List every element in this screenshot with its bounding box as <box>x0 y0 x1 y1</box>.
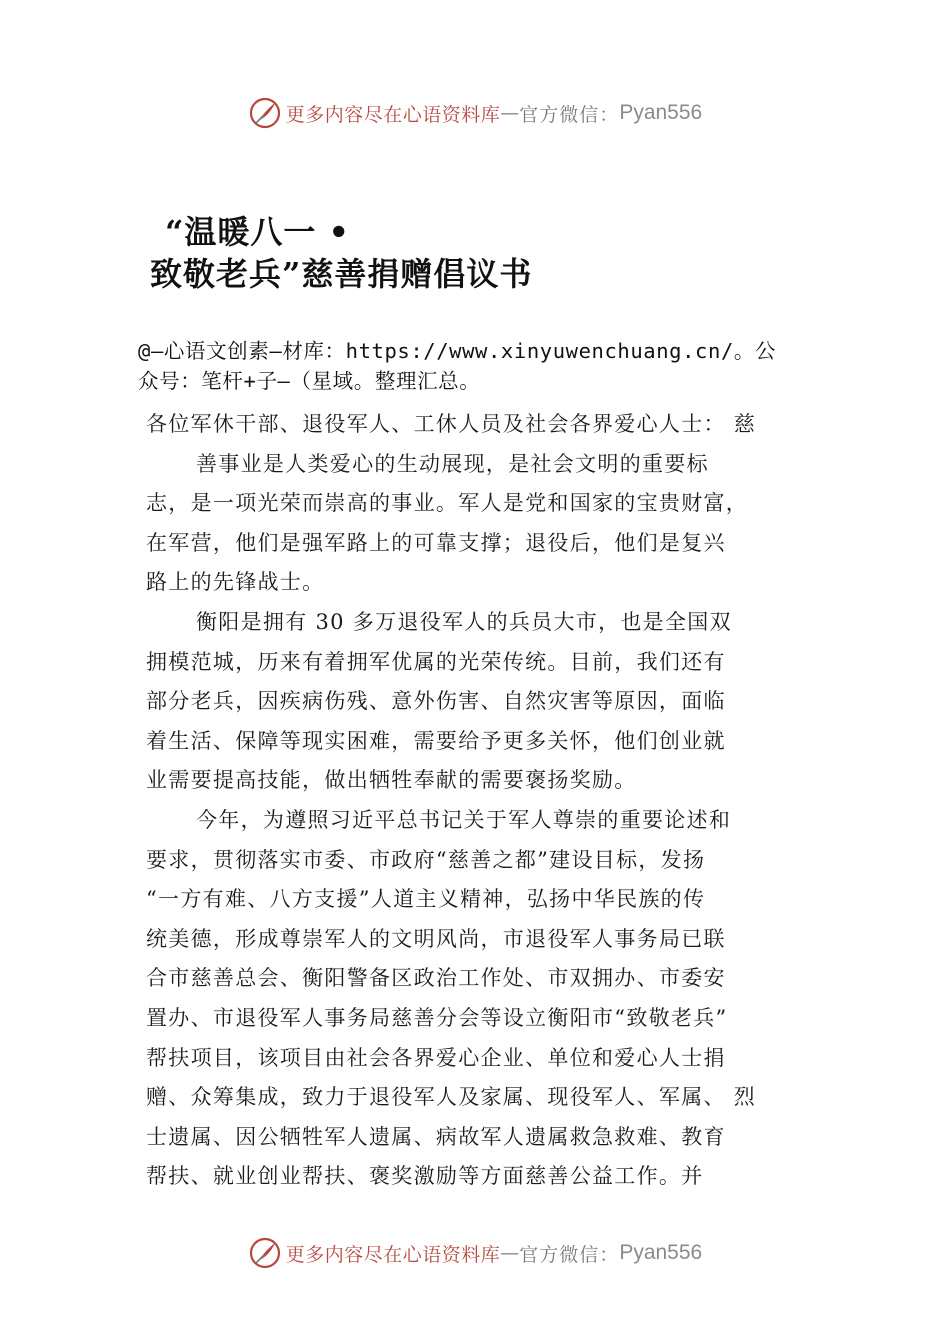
body-line: 着生活、保障等现实困难，需要给予更多关怀，他们创业就 <box>146 728 726 753</box>
body-line: 善事业是人类爱心的生动展现，是社会文明的重要标 <box>196 451 709 476</box>
banner-slogan: 更多内容尽在心语资料库 <box>285 103 501 126</box>
body-line: 衡阳是拥有 30 多万退役军人的兵员大市，也是全国双 <box>196 609 732 634</box>
document-title-line-2: 致敬老兵”慈善捐赠倡议书 <box>150 255 533 293</box>
body-line: 帮扶项目，该项目由社会各界爱心企业、单位和爱心人士捐 <box>146 1045 726 1070</box>
body-line: 合市慈善总会、衡阳警备区政治工作处、市双拥办、市委安 <box>146 966 726 991</box>
body-line: 拥模范城，历来有着拥军优属的光荣传统。目前，我们还有 <box>146 649 726 674</box>
body-line: 帮扶、就业创业帮扶、褒奖激励等方面慈善公益工作。并 <box>146 1164 704 1189</box>
banner-wechat-id: Pyan556 <box>619 101 703 124</box>
body-line: 今年，为遵照习近平总书记关于军人尊崇的重要论述和 <box>196 807 732 832</box>
body-line: “一方有难、八方支援”人道主义精神，弘扬中华民族的传 <box>146 887 706 912</box>
footer-slogan: 更多内容尽在心语资料库 <box>285 1243 501 1266</box>
document-title-line-1: “温暖八一 • <box>165 213 351 251</box>
footer-wechat-id: Pyan556 <box>619 1241 703 1264</box>
body-line: 置办、市退役军人事务局慈善分会等设立衡阳市“致敬老兵” <box>146 1005 728 1030</box>
body-line: 统美德，形成尊崇军人的文明风尚，市退役军人事务局已联 <box>146 926 726 951</box>
quill-logo-icon <box>248 1236 282 1270</box>
footer-separator: — <box>500 1242 520 1264</box>
banner-wechat-label: 官方微信： <box>519 103 620 126</box>
banner-separator: — <box>500 102 520 124</box>
quill-logo-icon <box>248 96 282 130</box>
body-line: 各位军休干部、退役军人、工休人员及社会各界爱心人士： 慈 <box>146 412 757 436</box>
header-banner <box>0 93 950 133</box>
source-note <box>138 336 850 396</box>
body-line: 在军营，他们是强军路上的可靠支撑；退役后，他们是复兴 <box>146 530 726 555</box>
body-line: 业需要提高技能，做出牺牲奉献的需要褒扬奖励。 <box>146 768 637 793</box>
source-line-1: @—心语文创素—材库：https://www.xinyuwenchuang.cn/。公 <box>138 339 777 363</box>
document-body <box>146 405 826 1197</box>
body-line: 士遗属、因公牺牲军人遗属、病故军人遗属救急救难、教育 <box>146 1124 726 1149</box>
body-line: 要求，贯彻落实市委、市政府“慈善之都”建设目标，发扬 <box>146 847 706 872</box>
footer-banner <box>0 1233 950 1273</box>
body-line: 路上的先锋战士。 <box>146 570 325 595</box>
body-line: 志，是一项光荣而崇高的事业。军人是党和国家的宝贵财富， <box>146 491 749 516</box>
footer-wechat-label: 官方微信： <box>519 1243 620 1266</box>
body-line: 部分老兵，因疾病伤残、意外伤害、自然灾害等原因，面临 <box>146 689 726 714</box>
source-line-2: 众号：笔杆+子—（星域。整理汇总。 <box>138 369 481 393</box>
body-line: 赠、众筹集成，致力于退役军人及家属、现役军人、军属、 烈 <box>146 1085 757 1110</box>
